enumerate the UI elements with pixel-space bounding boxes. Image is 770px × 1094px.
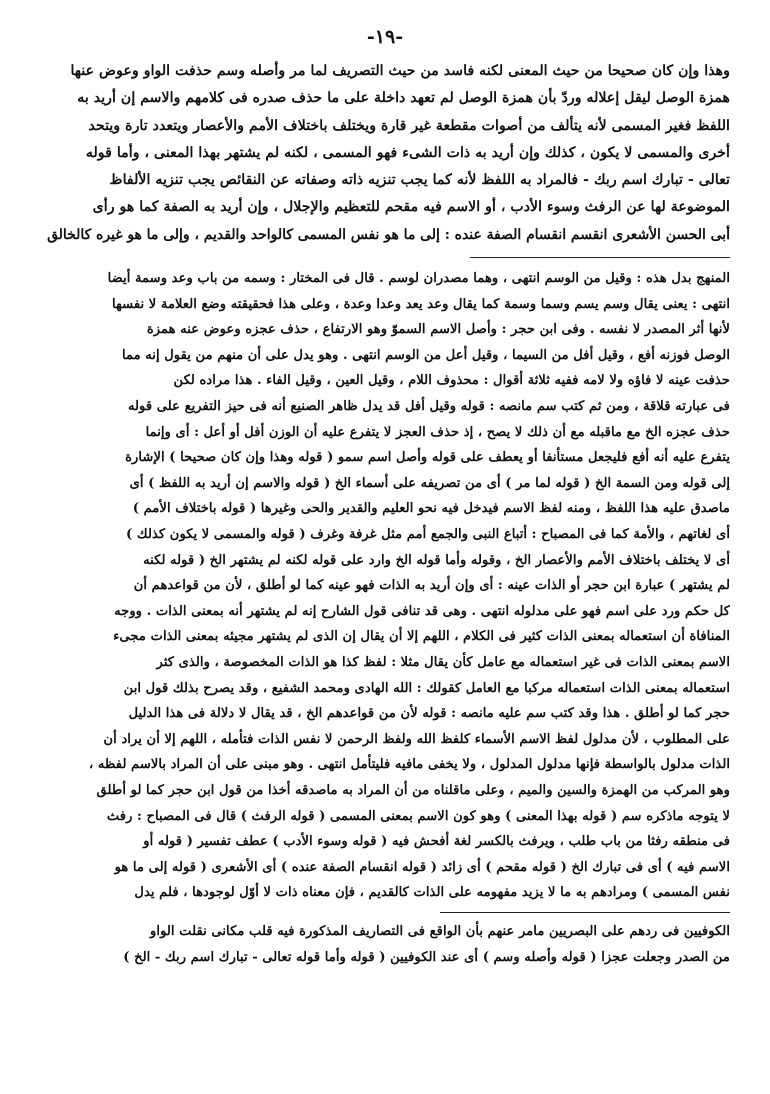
commentary-line: المنافاة أن استعماله بمعنى الذات كثير فى الكلام ، اللهم إلا أن يقال إن الذى لم يشتهر مجيئه بمعنى الذات مجىء [113, 629, 730, 645]
commentary-line: انتهى : يعنى يقال وسم يسم وسما وسمة كما يقال وعد يعد وعدا وعدة ، وعلى هذا فحقيقته وضع العلامة لا نفسها [112, 296, 730, 312]
continuation-line: من الصدر وجعلت عجزا ( قوله وأصله وسم ) أى عند الكوفيين ( قوله وأما قوله تعالى - تبارك اسم ربك - الخ ) [123, 949, 730, 965]
commentary-line: لم يشتهر ) عبارة ابن حجر أو الذات عينه : أى وإن أريد به الذات فهو عينه كما لو أطلق ، لأن من قواعدهم أن [133, 578, 730, 594]
continuation-text [40, 919, 730, 971]
commentary-line: أى لا يختلف باختلاف الأمم والأعصار الخ ، وقوله وأما قوله الخ وارد على قوله لكنه لم يشتهر الخ ( قوله لكنه [143, 552, 730, 568]
commentary-line: لا يتوجه ماذكره سم ( قوله بهذا المعنى ) وهو كون الاسم بمعنى المسمى ( قوله الرفث ) قال فى المصباح : رفث [106, 808, 730, 824]
main-text-line: تعالى - تبارك اسم ربك - فالمراد به اللفظ لأنه كما يجب تنزيه ذاته وصفاته عن النقائص يجب تنزيه الألفاظ [109, 172, 730, 189]
commentary-line: إلى قوله ومن السمة الخ ( قوله لما مر ) أى من تصريفه على أسماء الخ ( قوله والاسم إن أريد به اللفظ ) أى [129, 475, 730, 491]
commentary-line: الذات مدلول بالواسطة فإنها مدلول المدلول ، ولا يخفى مافيه فليتأمل انتهى . وهو مبنى على أن المراد بالاسم لفظه ، [89, 757, 730, 773]
commentary-line: وهو المركب من الهمزة والسين والميم ، وعلى ماقلناه من أن المراد به ماصدقه أخذا من قول ابن حجر كما لو أطلق [96, 782, 730, 798]
commentary-line: فى عبارته قلاقة ، ومن ثم كتب سم مانصه : قوله وقيل أفل قد يدل ظاهر الصنيع أنه فى حيز التفريع على قوله [127, 399, 730, 415]
commentary-line: على المطلوب ، لأن مدلول لفظ الاسم الأسماء كلفظ الله ولفظ الرحمن لا نفس الذات فتأمله ، اللهم إلا أن يراد أن [103, 731, 730, 747]
main-text [40, 58, 730, 249]
main-text-line: أبى الحسن الأشعرى انقسم انقسام الصفة عنده : إلى ما هو نفس المسمى كالواحد والقديم ، وإلى ما هو غيره كالخالق [47, 226, 730, 243]
page [40, 24, 730, 1074]
commentary-line: كل حكم ورد على اسم فهو على مدلوله انتهى . وهى قد تنافى قول الشارح إنه لم يشتهر أنه بمعنى الذات . ووجه [114, 603, 730, 619]
commentary-line: أى لغاتهم ، والأمة كما فى المصباح : أتباع النبى والجمع أمم مثل غرفة وغرف ( قوله والمسمى لا يكون كذلك ) [126, 527, 730, 543]
main-text-line: وهذا وإن كان صحيحا من حيث المعنى لكنه فاسد من حيث التصريف لما مر وأصله وسم حذفت الواو وعوض عنها [70, 63, 730, 79]
commentary-line: حذفت عينه لا فاؤه ولا لامه ففيه ثلاثة أقوال : محذوف اللام ، وقيل العين ، وقيل الفاء . هذا مراده لكن [173, 373, 730, 389]
commentary-line: يتفرع عليه أنه أفع فليجعل مستأنفا أو يعطف على قوله وأصل اسم سمو ( قوله وهذا وإن كان صحيحا ) الإشارة [125, 450, 730, 466]
commentary-line: لأنها أثر المصدر لا نفسه . وفى ابن حجر : وأصل الاسم السموّ وهو الارتفاع ، حذف عجزه وعوض عنه همزة [146, 322, 730, 338]
main-text-line: اللفظ فغير المسمى لأنه يتألف من أصوات مقطعة غير قارة ويختلف باختلاف الأمم والأعصار ويتعدد تارة ويتحد [88, 117, 730, 134]
commentary-line: فى منطقه رفثا من باب طلب ، ويرفث بالكسر لغة أفحش فيه ( قوله وسوء الأدب ) عطف تفسير ( قوله أو [143, 834, 730, 850]
main-text-line: همزة الوصل ليقل إعلاله وردّ بأن همزة الوصل لم تعهد داخلة على ما حذف صدره فى كلامهم والاسم إن أريد به [77, 90, 730, 107]
commentary-line: المنهج بدل هذه : وقيل من الوسم انتهى ، وهما مصدران لوسم . قال فى المختار : وسمه من باب وعد وسمة أيضا [107, 271, 730, 287]
commentary-line: الوصل فوزنه أفع ، وقيل أفل من السيما ، وقيل أعل من الوسم انتهى . وهو يدل على أن منهم من يقول إنه مما [121, 347, 730, 363]
commentary-line: ماصدق عليه هذا اللفظ ، ومنه لفظ الاسم فيدخل فيه نحو العليم والقدير والحى وغيرها ( قوله باختلاف الأمم ) [132, 501, 730, 517]
commentary-line: الاسم فيه ) أى فى تبارك الخ ( قوله مقحم ) أى زائد ( قوله انقسام الصفة عنده ) أى الأشعرى ( قوله إلى ما هو [114, 859, 730, 875]
commentary-text [40, 266, 730, 906]
commentary-line: استعماله بمعنى الذات استعماله مركبا مع العامل كقولك : الله الهادى ومحمد الشفيع ، وقد يصرح بذلك قول ابن [123, 680, 730, 696]
commentary-line: حذف عجزه الخ مع ماقبله مع أن ذلك لا يصح ، إذ حذف العجز لا يتفرع عليه أن الوزن أفل أو أعل : أى وإنما [145, 424, 730, 440]
page-number: -١٩- [366, 26, 404, 48]
main-commentary-divider [470, 257, 730, 258]
commentary-line: الاسم بمعنى الذات فى غير استعماله مع عامل كأن يقال مثلا : لفظ كذا هو الذات المخصوصة ، والذى كثر [156, 654, 730, 670]
commentary-continuation-divider [440, 912, 730, 913]
continuation-line: الكوفيين فى ردهم على البصريين مامر عنهم بأن الواقع فى التصاريف المذكورة فيه قلب مكانى نقلت الواو [150, 923, 730, 939]
main-text-line: أخرى والمسمى لا يكون ، كذلك وإن أريد به ذات الشىء فهو المسمى ، لكنه لم يشتهر بهذا المعنى ، وأما قوله [85, 144, 730, 161]
commentary-line: حجر كما لو أطلق . هذا وقد كتب سم عليه مانصه : قوله لأن من قواعدهم الخ ، قد يقال لا دلالة فى هذا الدليل [128, 706, 730, 722]
commentary-line: نفس المسمى ) ومرادهم به ما لا يزيد مفهومه على الذات كالقديم ، فإن معناه ذات لا أوّل لوجودها ، فلم يدل [134, 885, 730, 901]
main-text-line: الموضوعة لها عن الرفث وسوء الأدب ، أو الاسم فيه مقحم للتعظيم والإجلال ، وإن أريد به الصفة كما هو رأى [92, 199, 730, 216]
